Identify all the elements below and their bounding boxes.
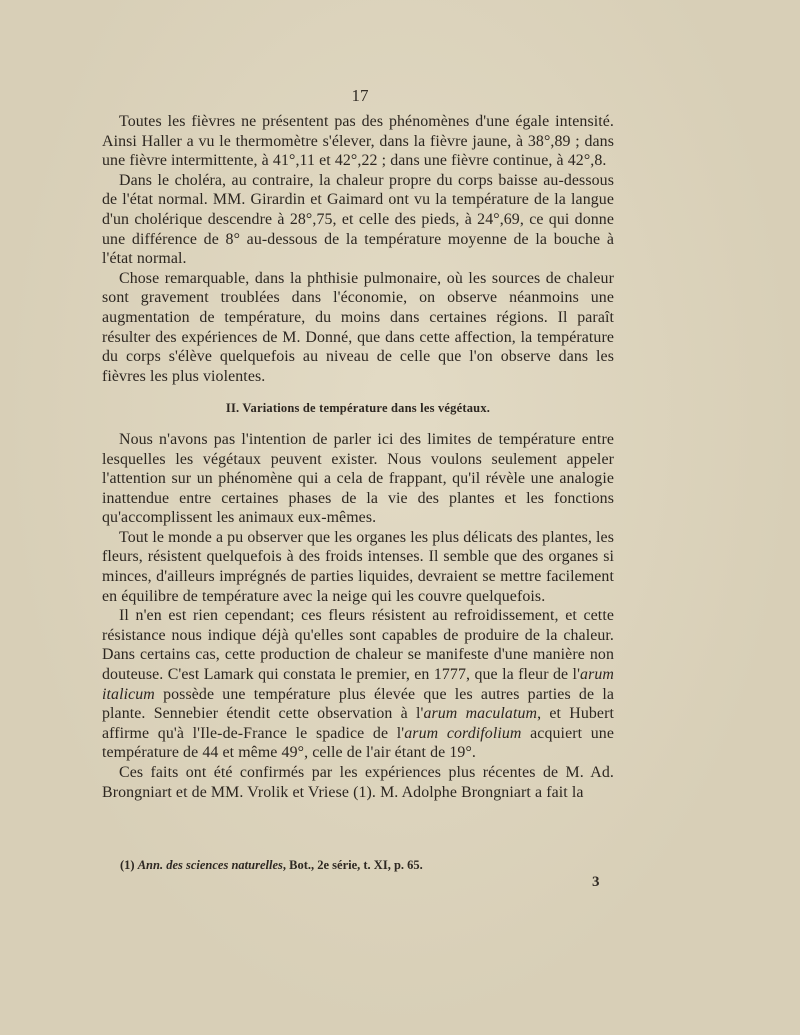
signature-mark: 3 bbox=[592, 874, 600, 890]
footnote-journal: Ann. des sciences naturelles bbox=[137, 858, 283, 872]
section-heading: II. Variations de température dans les végétaux. bbox=[225, 401, 491, 416]
footnote bbox=[120, 858, 423, 873]
page-number: 17 bbox=[351, 86, 369, 105]
footnote-reference: , Bot., 2e série, t. XI, p. 65. bbox=[282, 858, 423, 872]
paragraph-confirmed: Ces faits ont été confirmés par les expériences plus récentes de M. Ad. Brongniart et de MM. Vrolik et Vriese (1). M. Adolphe Brongniart a fait la bbox=[102, 764, 614, 801]
lamark-text-1: Il n'en est rien cependant; ces fleurs résistent au refroidissement, et cette résistance nous indique déjà qu'elles sont capables de produire de la chaleur. Dans certains cas, cette production de chaleur se manifeste d'une manière non douteuse. C'est Lamark qui constata le premier, en 1777, que la fleur de l' bbox=[102, 607, 614, 684]
lamark-italic-1: arum italicum bbox=[102, 666, 614, 703]
paragraph-phthisie: Chose remarquable, dans la phthisie pulmonaire, où les sources de chaleur sont gravement troublées dans l'économie, on observe néanmoins une augmentation de température, du moins dans certaines régions. Il paraît résulter des expériences de M. Donné, que dans cette affection, la température du corps s'élève quelquefois au niveau de celle que l'on observe dans les fièvres les plus violentes. bbox=[102, 269, 614, 385]
lamark-italic-2: arum maculatum bbox=[423, 705, 538, 723]
lamark-text-4: acquiert une température de 44 et même 49°, celle de l'air étant de 19°. bbox=[102, 724, 615, 762]
lamark-text-2: possède une température plus élevée que les autres parties de la plante. Sennebier étendit cette observation à l' bbox=[102, 685, 614, 723]
paragraph-fevers: Toutes les fièvres ne présentent pas des phénomènes d'une égale intensité. Ainsi Haller a vu le thermomètre s'élever, dans la fièvre jaune, à 38°,89 ; dans une fièvre intermittente, à 41°,11 et 42°,22 ; dans une fièvre continue, à 42°,8. bbox=[102, 113, 614, 170]
paragraph-flowers: Tout le monde a pu observer que les organes les plus délicats des plantes, les fleurs, résistent quelquefois à des froids intenses. Il semble que des organes si minces, d'ailleurs imprégnés de parties liquides, devraient se mettre facilement en équilibre de température avec la neige qui les couvre quelquefois. bbox=[102, 528, 614, 605]
paragraph-cholera: Dans le choléra, au contraire, la chaleur propre du corps baisse au-dessous de l'état normal. MM. Girardin et Gaimard ont vu la température de la langue d'un cholérique descendre à 28°,75, et celle des pieds, à 24°,69, ce qui donne une différence de 8° au-dessous de la température moyenne de la bouche à l'état normal. bbox=[102, 171, 614, 268]
paragraph-lamark bbox=[102, 606, 614, 763]
footnote-marker: (1) bbox=[120, 858, 135, 872]
lamark-italic-3: arum cordifolium bbox=[404, 724, 522, 742]
lamark-text-3: , et Hubert affirme qu'à l'Ile-de-France le spadice de l' bbox=[102, 705, 614, 742]
body-text bbox=[102, 112, 614, 802]
paragraph-intention: Nous n'avons pas l'intention de parler ici des limites de température entre lesquelles les végétaux peuvent exister. Nous voulons seulement appeler l'attention sur un phénomène qui a cela de frappant, qu'il révèle une analogie inattendue entre certaines phases de la vie des plantes et les fonctions qu'accomplissent les animaux eux-mêmes. bbox=[102, 430, 614, 527]
